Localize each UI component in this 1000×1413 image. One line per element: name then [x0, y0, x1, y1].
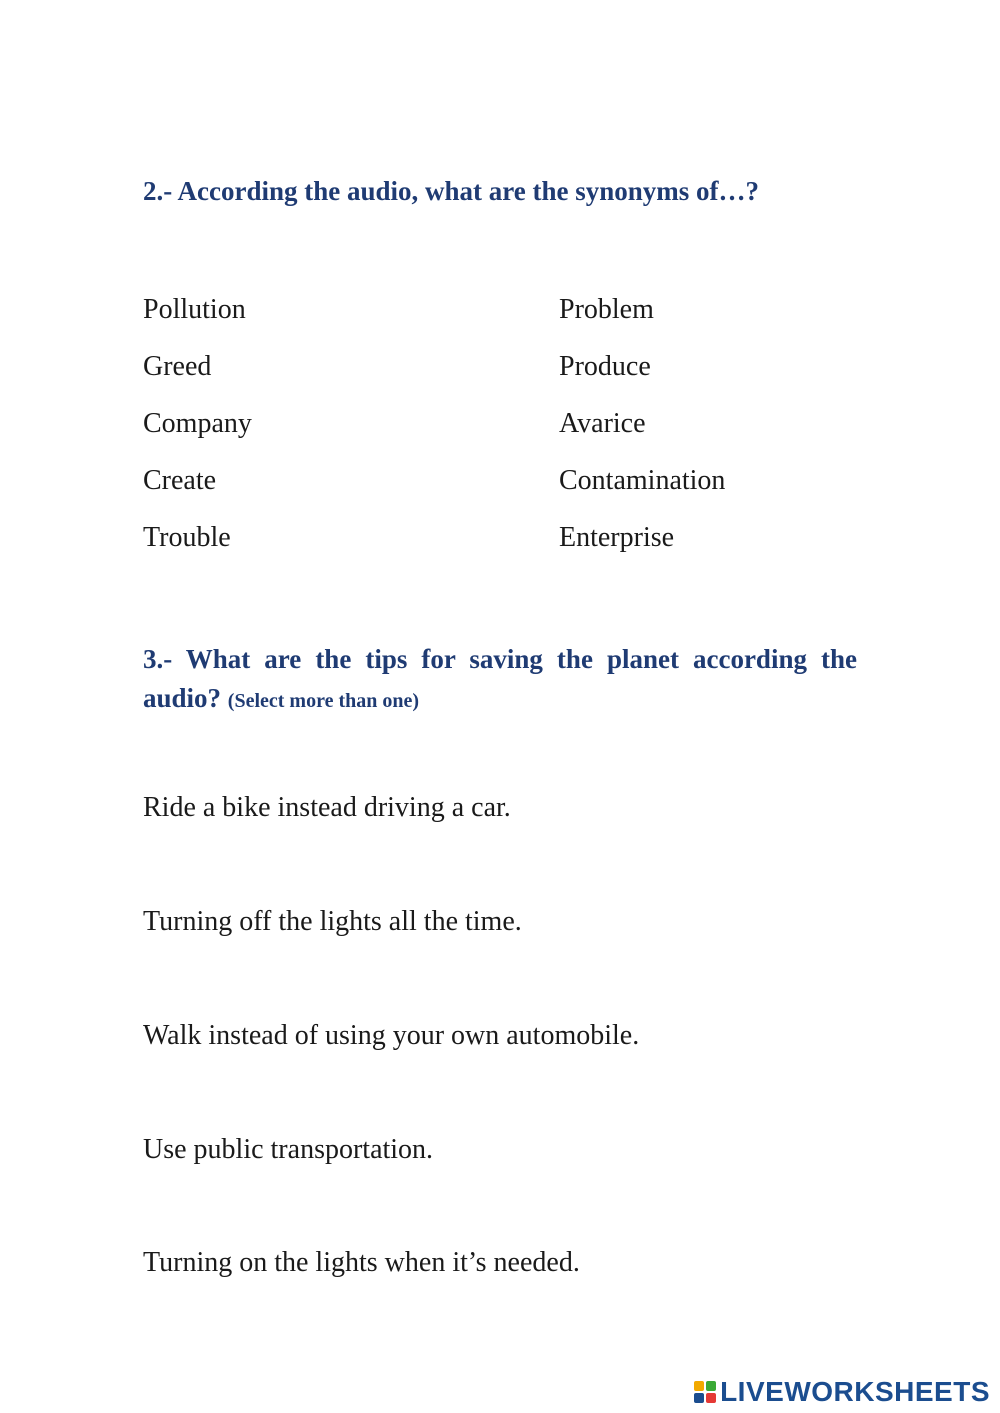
- question-3-note: (Select more than one): [227, 690, 420, 712]
- right-word-enterprise[interactable]: Enterprise: [559, 522, 675, 553]
- option-ride-bike[interactable]: Ride a bike instead driving a car.: [143, 792, 511, 823]
- option-public-transportation[interactable]: Use public transportation.: [143, 1134, 434, 1165]
- logo-square-2: [706, 1381, 716, 1391]
- right-word-problem[interactable]: Problem: [559, 294, 654, 325]
- left-word-create[interactable]: Create: [143, 465, 217, 496]
- logo-square-3: [694, 1393, 704, 1403]
- right-word-avarice[interactable]: Avarice: [559, 408, 646, 439]
- logo-square-1: [694, 1381, 704, 1391]
- question-3-heading: [143, 640, 857, 721]
- liveworksheets-logo-icon: [694, 1381, 716, 1403]
- logo-square-4: [706, 1393, 716, 1403]
- brand-name: LIVEWORKSHEETS: [720, 1376, 990, 1407]
- option-turning-off-lights[interactable]: Turning off the lights all the time.: [143, 906, 522, 937]
- left-word-company[interactable]: Company: [143, 408, 252, 439]
- option-turning-on-lights[interactable]: Turning on the lights when it’s needed.: [143, 1247, 580, 1278]
- left-word-trouble[interactable]: Trouble: [143, 522, 231, 553]
- left-word-greed[interactable]: Greed: [143, 351, 212, 382]
- question-3-heading-text: 3.- What are the tips for saving the planet according the audio?: [143, 644, 857, 713]
- question-2-heading: 2.- According the audio, what are the synonyms of…?: [143, 176, 760, 206]
- right-word-produce[interactable]: Produce: [559, 351, 651, 382]
- left-word-pollution[interactable]: Pollution: [143, 294, 246, 325]
- option-walk-instead[interactable]: Walk instead of using your own automobile.: [143, 1020, 640, 1051]
- right-word-contamination[interactable]: Contamination: [559, 465, 726, 496]
- liveworksheets-brand: [694, 1376, 990, 1408]
